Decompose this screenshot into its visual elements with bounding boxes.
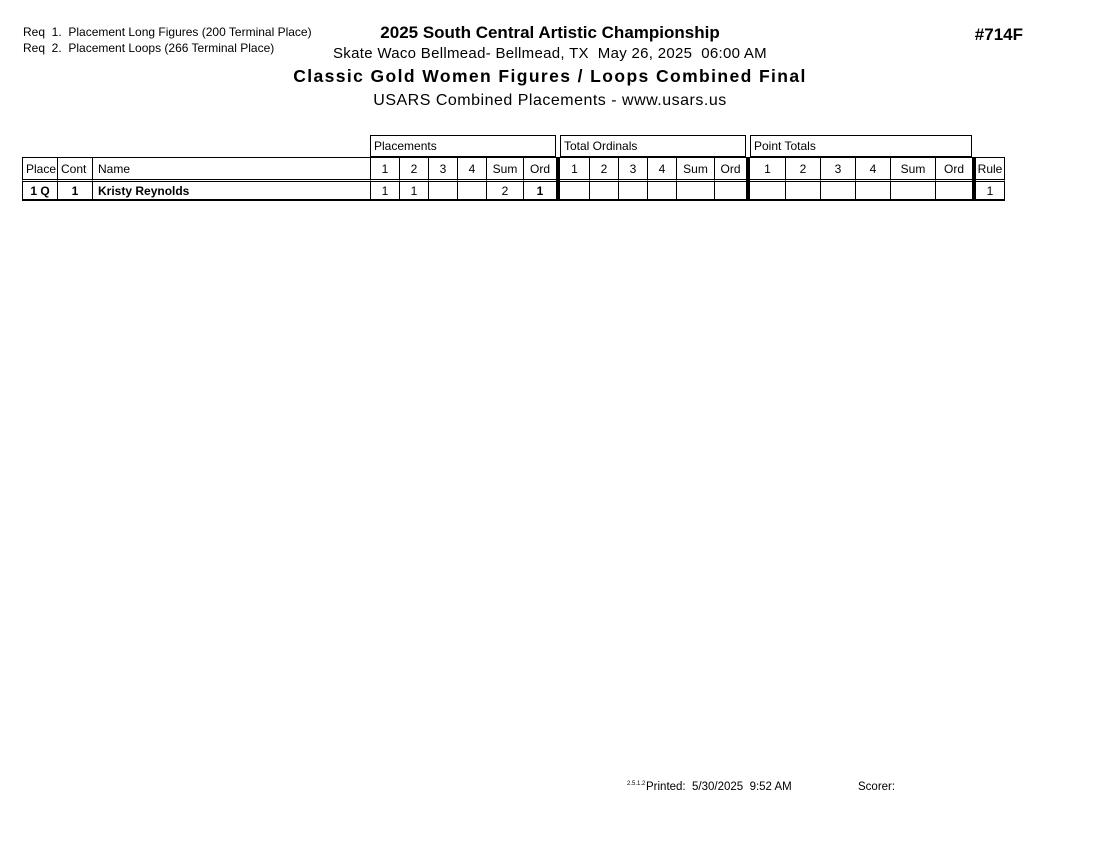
- cell-rule: 1: [976, 179, 1005, 201]
- cell-cont: 1: [57, 179, 92, 201]
- cell-ordinals-sum: [676, 179, 714, 201]
- scorer-label: Scorer:: [858, 781, 896, 793]
- cell-placements-1: 1: [370, 179, 399, 201]
- col-header-ordinals-3: 3: [618, 157, 647, 179]
- cell-points-4: [855, 179, 890, 201]
- col-header-placements-2: 2: [399, 157, 428, 179]
- cell-placements-sum: 2: [486, 179, 523, 201]
- col-header-ordinals-1: 1: [560, 157, 589, 179]
- col-header-points-sum: Sum: [890, 157, 935, 179]
- col-header-placements-sum: Sum: [486, 157, 523, 179]
- col-header-ordinals-sum: Sum: [676, 157, 714, 179]
- cell-ordinals-1: [560, 179, 589, 201]
- group-header-spacer-rule: [976, 135, 1005, 157]
- cell-skater-name: Kristy Reynolds: [92, 179, 370, 201]
- col-header-name: Name: [92, 157, 370, 179]
- championship-title: 2025 South Central Artistic Championship: [380, 23, 720, 42]
- cell-points-2: [785, 179, 820, 201]
- col-header-points-2: 2: [785, 157, 820, 179]
- cell-placements-ord: 1: [523, 179, 556, 201]
- software-version: 2.5.1.2: [627, 781, 646, 787]
- col-header-points-1: 1: [750, 157, 785, 179]
- group-header-placements: Placements: [370, 135, 556, 157]
- cell-ordinals-3: [618, 179, 647, 201]
- requirement-1: Req 1. Placement Long Figures (200 Terminal Place): [23, 25, 312, 39]
- col-header-rule: Rule: [976, 157, 1005, 179]
- col-header-ordinals-ord: Ord: [714, 157, 746, 179]
- event-title: Classic Gold Women Figures / Loops Combined Final: [293, 66, 807, 86]
- col-header-placements-ord: Ord: [523, 157, 556, 179]
- cell-ordinals-4: [647, 179, 676, 201]
- cell-points-1: [750, 179, 785, 201]
- col-header-placements-1: 1: [370, 157, 399, 179]
- cell-place: 1 Q: [22, 179, 57, 201]
- venue-date-line: Skate Waco Bellmead- Bellmead, TX May 26, 2025 06:00 AM: [333, 45, 767, 62]
- col-header-cont: Cont: [57, 157, 92, 179]
- col-header-place: Place: [22, 157, 57, 179]
- col-header-placements-4: 4: [457, 157, 486, 179]
- results-table: [22, 135, 1005, 201]
- col-header-points-3: 3: [820, 157, 855, 179]
- col-header-placements-3: 3: [428, 157, 457, 179]
- group-header-spacer-left: [22, 135, 370, 157]
- col-header-points-4: 4: [855, 157, 890, 179]
- cell-placements-3: [428, 179, 457, 201]
- group-header-point-totals: Point Totals: [750, 135, 972, 157]
- cell-points-sum: [890, 179, 935, 201]
- cell-placements-4: [457, 179, 486, 201]
- cell-placements-2: 1: [399, 179, 428, 201]
- printed-timestamp: Printed: 5/30/2025 9:52 AM: [646, 781, 792, 793]
- col-header-ordinals-4: 4: [647, 157, 676, 179]
- cell-ordinals-ord: [714, 179, 746, 201]
- cell-points-ord: [935, 179, 972, 201]
- report-subtitle: USARS Combined Placements - www.usars.us: [373, 92, 727, 109]
- cell-ordinals-2: [589, 179, 618, 201]
- col-header-points-ord: Ord: [935, 157, 972, 179]
- group-header-total-ordinals: Total Ordinals: [560, 135, 746, 157]
- report-header: [0, 22, 1100, 113]
- cell-points-3: [820, 179, 855, 201]
- requirement-2: Req 2. Placement Loops (266 Terminal Place): [23, 41, 275, 55]
- event-number: #714F: [974, 25, 1023, 44]
- col-header-ordinals-2: 2: [589, 157, 618, 179]
